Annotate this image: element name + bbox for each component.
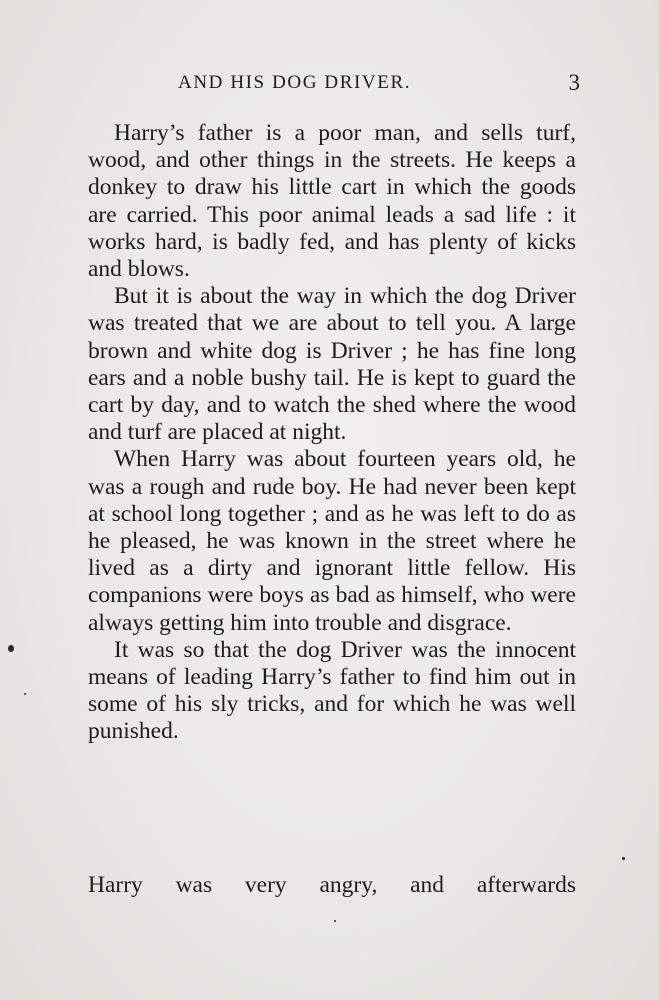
paragraph: But it is about the way in which the dog Driver was treated that we are about to tell you. A large brown and white dog is Driver ; he has fine long ears and a noble bushy tail. He is kept to guard the cart by day, and to watch the shed where the wood and turf are placed at night.	[88, 283, 576, 446]
paragraph: When Harry was about fourteen years old, he was a rough and rude boy. He had never been kept at school long together ; and as he was left to do as he pleased, he was known in the street where he lived as a dirty and ignorant little fellow. His companions were boys as bad as himself, who were always getting him into trouble and disgrace.	[88, 446, 576, 636]
running-title: AND HIS DOG DRIVER.	[178, 72, 412, 93]
ink-speck	[622, 857, 625, 860]
ink-speck	[8, 645, 14, 652]
ink-speck	[24, 693, 26, 695]
paragraph: Harry’s father is a poor man, and sells turf, wood, and other things in the streets. He keeps a donkey to draw his little cart in which the goods are carried. This poor animal leads a sad life : it works hard, is badly fed, and has plenty of kicks and blows.	[88, 120, 576, 283]
running-head	[150, 70, 580, 100]
paragraph: It was so that the dog Driver was the innocent means of leading Harry’s father to find him out in some of his sly tricks, and for which he was well punished.	[88, 636, 576, 745]
page-number: 3	[568, 70, 580, 95]
ink-speck	[334, 920, 336, 922]
body-text	[88, 120, 576, 746]
continuation-line: Harry was very angry, and afterwards	[88, 872, 576, 898]
